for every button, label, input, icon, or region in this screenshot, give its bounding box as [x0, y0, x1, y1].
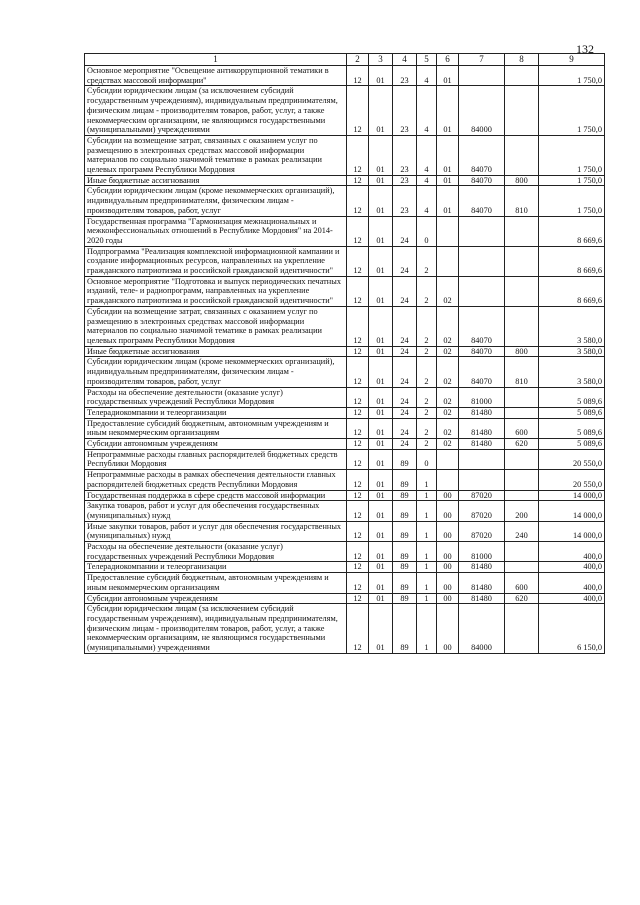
row-code-8: 800	[505, 346, 539, 357]
row-amount: 3 580,0	[539, 306, 605, 346]
row-code-2: 12	[347, 306, 369, 346]
row-code-5: 1	[417, 604, 437, 654]
row-code-7	[459, 66, 505, 86]
row-code-2: 12	[347, 175, 369, 186]
table-row	[85, 387, 605, 407]
row-code-5: 0	[417, 216, 437, 246]
table-row	[85, 501, 605, 521]
row-code-8	[505, 542, 539, 562]
row-amount: 400,0	[539, 542, 605, 562]
table-row	[85, 135, 605, 175]
row-code-4: 24	[393, 357, 417, 387]
row-code-7: 81480	[459, 562, 505, 573]
row-name: Расходы на обеспечение деятельности (оказание услуг) государственных учреждений Республики Мордовия	[85, 542, 347, 562]
column-header: 3	[369, 54, 393, 66]
row-code-8	[505, 216, 539, 246]
row-code-4: 24	[393, 407, 417, 418]
row-code-8	[505, 66, 539, 86]
row-amount: 6 150,0	[539, 604, 605, 654]
row-name: Основное мероприятие "Подготовка и выпуск периодических печатных изданий, теле- и радиопрограмм, направленных на укрепление гражданского патриотизма и российской гражданской идентичности"	[85, 276, 347, 306]
row-code-3: 01	[369, 562, 393, 573]
row-amount: 400,0	[539, 562, 605, 573]
row-code-4: 89	[393, 562, 417, 573]
row-code-2: 12	[347, 501, 369, 521]
row-code-6: 00	[437, 573, 459, 593]
row-code-3: 01	[369, 407, 393, 418]
row-code-3: 01	[369, 66, 393, 86]
row-code-7: 84000	[459, 86, 505, 136]
row-code-2: 12	[347, 521, 369, 541]
row-code-3: 01	[369, 542, 393, 562]
row-code-6: 01	[437, 175, 459, 186]
row-code-6: 00	[437, 501, 459, 521]
row-code-8	[505, 407, 539, 418]
row-code-6: 01	[437, 66, 459, 86]
table-row	[85, 216, 605, 246]
row-code-4: 24	[393, 439, 417, 450]
row-code-3: 01	[369, 135, 393, 175]
row-code-2: 12	[347, 86, 369, 136]
row-code-4: 24	[393, 418, 417, 438]
row-code-2: 12	[347, 593, 369, 604]
row-code-6	[437, 216, 459, 246]
row-code-6: 00	[437, 490, 459, 501]
row-code-8	[505, 490, 539, 501]
row-code-2: 12	[347, 490, 369, 501]
row-code-7: 84070	[459, 346, 505, 357]
row-code-3: 01	[369, 276, 393, 306]
row-code-2: 12	[347, 135, 369, 175]
row-code-8	[505, 470, 539, 490]
row-code-4: 23	[393, 86, 417, 136]
row-amount: 400,0	[539, 573, 605, 593]
page-number: 132	[576, 42, 594, 56]
table-header-row	[85, 54, 605, 66]
row-code-2: 12	[347, 357, 369, 387]
row-code-4: 89	[393, 542, 417, 562]
row-amount: 5 089,6	[539, 387, 605, 407]
row-amount: 5 089,6	[539, 439, 605, 450]
row-code-5: 2	[417, 306, 437, 346]
row-name: Субсидии автономным учреждениям	[85, 439, 347, 450]
row-code-6: 02	[437, 407, 459, 418]
row-name: Основное мероприятие "Освещение антикоррупционной тематики в средствах массовой информации"	[85, 66, 347, 86]
row-code-2: 12	[347, 216, 369, 246]
row-code-5: 4	[417, 66, 437, 86]
row-name: Предоставление субсидий бюджетным, автономным учреждениям и иным некоммерческим организациям	[85, 418, 347, 438]
row-code-8	[505, 276, 539, 306]
row-name: Субсидии автономным учреждениям	[85, 593, 347, 604]
row-code-7: 84070	[459, 175, 505, 186]
row-code-4: 23	[393, 135, 417, 175]
row-amount: 14 000,0	[539, 501, 605, 521]
row-code-8: 800	[505, 175, 539, 186]
row-code-5: 1	[417, 470, 437, 490]
budget-table	[84, 53, 605, 654]
row-amount: 8 669,6	[539, 216, 605, 246]
row-name: Подпрограмма "Реализация комплексной информационной кампании и создание информационных ресурсов, направленных на укрепление гражданского патриотизма и российской гражданской идентичности"	[85, 246, 347, 276]
row-code-8: 620	[505, 439, 539, 450]
row-code-3: 01	[369, 175, 393, 186]
row-code-6: 02	[437, 418, 459, 438]
row-code-3: 01	[369, 521, 393, 541]
row-amount: 20 550,0	[539, 449, 605, 469]
row-code-5: 2	[417, 246, 437, 276]
table-row	[85, 562, 605, 573]
row-code-6: 02	[437, 276, 459, 306]
row-code-5: 4	[417, 186, 437, 216]
row-name: Непрограммные расходы главных распорядителей бюджетных средств Республики Мордовия	[85, 449, 347, 469]
row-code-5: 4	[417, 175, 437, 186]
row-code-7: 81480	[459, 407, 505, 418]
row-name: Расходы на обеспечение деятельности (оказание услуг) государственных учреждений Республики Мордовия	[85, 387, 347, 407]
row-code-3: 01	[369, 573, 393, 593]
row-code-2: 12	[347, 449, 369, 469]
row-code-2: 12	[347, 418, 369, 438]
row-code-7: 81480	[459, 418, 505, 438]
row-code-4: 24	[393, 216, 417, 246]
row-amount: 5 089,6	[539, 407, 605, 418]
row-code-8	[505, 387, 539, 407]
row-code-5: 2	[417, 357, 437, 387]
row-name: Субсидии юридическим лицам (кроме некоммерческих организаций), индивидуальным предпринимателям, физическим лицам - производителям товаров, работ, услуг	[85, 186, 347, 216]
row-code-4: 24	[393, 346, 417, 357]
table-row	[85, 449, 605, 469]
table-row	[85, 276, 605, 306]
row-name: Закупка товаров, работ и услуг для обеспечения государственных (муниципальных) нужд	[85, 501, 347, 521]
table-row	[85, 346, 605, 357]
row-code-5: 2	[417, 276, 437, 306]
row-code-7: 81480	[459, 439, 505, 450]
column-header: 5	[417, 54, 437, 66]
row-code-2: 12	[347, 573, 369, 593]
row-code-6	[437, 449, 459, 469]
row-code-7: 81000	[459, 542, 505, 562]
table-row	[85, 573, 605, 593]
row-name: Субсидии на возмещение затрат, связанных с оказанием услуг по размещению в электронных средствах массовой информации материалов по социально значимой тематике в рамках реализации целевых программ Республики Мордовия	[85, 306, 347, 346]
row-name: Предоставление субсидий бюджетным, автономным учреждениям и иным некоммерческим организациям	[85, 573, 347, 593]
row-code-8	[505, 449, 539, 469]
row-code-7	[459, 216, 505, 246]
row-code-8: 810	[505, 186, 539, 216]
row-code-7: 84070	[459, 306, 505, 346]
row-code-2: 12	[347, 276, 369, 306]
row-amount: 1 750,0	[539, 66, 605, 86]
row-code-2: 12	[347, 66, 369, 86]
row-code-7: 81480	[459, 593, 505, 604]
row-code-4: 23	[393, 66, 417, 86]
row-code-8: 810	[505, 357, 539, 387]
row-code-4: 89	[393, 521, 417, 541]
table-row	[85, 418, 605, 438]
row-amount: 400,0	[539, 593, 605, 604]
column-header: 7	[459, 54, 505, 66]
row-amount: 14 000,0	[539, 521, 605, 541]
row-code-8	[505, 306, 539, 346]
row-code-3: 01	[369, 593, 393, 604]
table-row	[85, 246, 605, 276]
row-code-7: 87020	[459, 490, 505, 501]
row-code-8	[505, 562, 539, 573]
row-code-6: 01	[437, 86, 459, 136]
row-code-3: 01	[369, 186, 393, 216]
row-code-8	[505, 135, 539, 175]
row-code-4: 89	[393, 573, 417, 593]
row-code-2: 12	[347, 542, 369, 562]
row-code-4: 89	[393, 501, 417, 521]
row-code-6: 02	[437, 306, 459, 346]
row-code-2: 12	[347, 407, 369, 418]
row-code-7: 84000	[459, 604, 505, 654]
row-code-7	[459, 276, 505, 306]
row-amount: 1 750,0	[539, 86, 605, 136]
row-code-3: 01	[369, 501, 393, 521]
row-code-3: 01	[369, 490, 393, 501]
row-code-3: 01	[369, 449, 393, 469]
row-name: Субсидии юридическим лицам (за исключением субсидий государственным учреждениям), индивидуальным предпринимателям, физическим лицам - производителям товаров, работ, услуг, а также некоммерческим организациям, не являющимся государственными (муниципальными) учреждениями	[85, 86, 347, 136]
row-amount: 5 089,6	[539, 418, 605, 438]
table-row	[85, 470, 605, 490]
row-code-2: 12	[347, 186, 369, 216]
row-name: Телерадиокомпании и телеорганизации	[85, 562, 347, 573]
row-code-3: 01	[369, 439, 393, 450]
row-code-3: 01	[369, 346, 393, 357]
row-code-5: 1	[417, 542, 437, 562]
row-code-5: 1	[417, 573, 437, 593]
table-row	[85, 186, 605, 216]
row-amount: 8 669,6	[539, 276, 605, 306]
row-code-8: 620	[505, 593, 539, 604]
row-code-4: 89	[393, 604, 417, 654]
row-code-8: 200	[505, 501, 539, 521]
row-code-6: 02	[437, 439, 459, 450]
row-code-4: 24	[393, 276, 417, 306]
row-amount: 8 669,6	[539, 246, 605, 276]
row-code-7: 87020	[459, 501, 505, 521]
row-code-6: 02	[437, 357, 459, 387]
table-row	[85, 439, 605, 450]
row-name: Иные бюджетные ассигнования	[85, 175, 347, 186]
row-code-4: 89	[393, 470, 417, 490]
row-code-5: 2	[417, 439, 437, 450]
table-row	[85, 357, 605, 387]
row-amount: 1 750,0	[539, 135, 605, 175]
row-code-6: 00	[437, 593, 459, 604]
table-row	[85, 521, 605, 541]
row-code-7: 84070	[459, 357, 505, 387]
row-code-6: 00	[437, 562, 459, 573]
row-code-3: 01	[369, 418, 393, 438]
row-code-7	[459, 470, 505, 490]
row-code-8: 600	[505, 573, 539, 593]
table-row	[85, 604, 605, 654]
row-code-5: 2	[417, 418, 437, 438]
table-row	[85, 306, 605, 346]
row-code-3: 01	[369, 387, 393, 407]
row-code-6: 00	[437, 521, 459, 541]
row-code-3: 01	[369, 470, 393, 490]
row-code-8	[505, 86, 539, 136]
row-code-7: 84070	[459, 135, 505, 175]
row-code-5: 4	[417, 135, 437, 175]
column-header: 4	[393, 54, 417, 66]
row-amount: 14 000,0	[539, 490, 605, 501]
table-row	[85, 66, 605, 86]
row-code-2: 12	[347, 604, 369, 654]
column-header: 1	[85, 54, 347, 66]
row-code-4: 89	[393, 490, 417, 501]
row-code-4: 23	[393, 175, 417, 186]
row-amount: 1 750,0	[539, 186, 605, 216]
row-name: Государственная программа "Гармонизация межнациональных и межконфессиональных отношений в Республике Мордовия" на 2014-2020 годы	[85, 216, 347, 246]
table-row	[85, 86, 605, 136]
row-code-8: 600	[505, 418, 539, 438]
row-code-7: 81000	[459, 387, 505, 407]
row-code-2: 12	[347, 470, 369, 490]
row-code-3: 01	[369, 306, 393, 346]
row-name: Государственная поддержка в сфере средств массовой информации	[85, 490, 347, 501]
row-code-5: 4	[417, 86, 437, 136]
row-code-6: 01	[437, 135, 459, 175]
row-name: Субсидии на возмещение затрат, связанных с оказанием услуг по размещению в электронных средствах массовой информации материалов по социально значимой тематике в рамках реализации целевых программ Республики Мордовия	[85, 135, 347, 175]
row-code-6	[437, 470, 459, 490]
table-row	[85, 593, 605, 604]
row-code-6: 00	[437, 542, 459, 562]
column-header: 8	[505, 54, 539, 66]
column-header: 9	[539, 54, 605, 66]
row-code-2: 12	[347, 387, 369, 407]
row-code-4: 23	[393, 186, 417, 216]
row-code-7	[459, 246, 505, 276]
row-code-8: 240	[505, 521, 539, 541]
row-name: Субсидии юридическим лицам (за исключением субсидий государственным учреждениям), индивидуальным предпринимателям, физическим лицам - производителям товаров, работ, услуг, а также некоммерческим организациям, не являющимся государственными (муниципальными) учреждениями	[85, 604, 347, 654]
row-code-3: 01	[369, 246, 393, 276]
row-code-8	[505, 246, 539, 276]
row-code-7: 84070	[459, 186, 505, 216]
row-name: Иные бюджетные ассигнования	[85, 346, 347, 357]
row-code-2: 12	[347, 246, 369, 276]
row-code-5: 2	[417, 407, 437, 418]
table-row	[85, 490, 605, 501]
table-row	[85, 407, 605, 418]
row-code-5: 1	[417, 521, 437, 541]
row-code-6	[437, 246, 459, 276]
column-header: 6	[437, 54, 459, 66]
row-code-5: 2	[417, 387, 437, 407]
row-code-6: 02	[437, 346, 459, 357]
column-header: 2	[347, 54, 369, 66]
row-code-4: 24	[393, 306, 417, 346]
row-code-5: 1	[417, 490, 437, 501]
table-row	[85, 175, 605, 186]
row-code-4: 89	[393, 593, 417, 604]
row-code-3: 01	[369, 604, 393, 654]
row-code-7	[459, 449, 505, 469]
row-name: Субсидии юридическим лицам (кроме некоммерческих организаций), индивидуальным предпринимателям, физическим лицам - производителям товаров, работ, услуг	[85, 357, 347, 387]
row-code-7: 87020	[459, 521, 505, 541]
row-code-2: 12	[347, 439, 369, 450]
row-code-6: 00	[437, 604, 459, 654]
row-code-3: 01	[369, 357, 393, 387]
row-name: Непрограммные расходы в рамках обеспечения деятельности главных распорядителей бюджетных средств Республики Мордовия	[85, 470, 347, 490]
row-code-3: 01	[369, 216, 393, 246]
row-amount: 1 750,0	[539, 175, 605, 186]
row-code-7: 81480	[459, 573, 505, 593]
row-code-6: 02	[437, 387, 459, 407]
row-code-4: 89	[393, 449, 417, 469]
row-code-2: 12	[347, 562, 369, 573]
row-code-3: 01	[369, 86, 393, 136]
row-code-5: 1	[417, 593, 437, 604]
row-amount: 3 580,0	[539, 346, 605, 357]
row-amount: 3 580,0	[539, 357, 605, 387]
table-row	[85, 542, 605, 562]
row-name: Телерадиокомпании и телеорганизации	[85, 407, 347, 418]
row-code-4: 24	[393, 387, 417, 407]
row-code-5: 1	[417, 501, 437, 521]
row-code-2: 12	[347, 346, 369, 357]
row-code-6: 01	[437, 186, 459, 216]
row-code-5: 2	[417, 346, 437, 357]
row-code-4: 24	[393, 246, 417, 276]
row-name: Иные закупки товаров, работ и услуг для обеспечения государственных (муниципальных) нужд	[85, 521, 347, 541]
row-amount: 20 550,0	[539, 470, 605, 490]
row-code-5: 0	[417, 449, 437, 469]
row-code-8	[505, 604, 539, 654]
row-code-5: 1	[417, 562, 437, 573]
